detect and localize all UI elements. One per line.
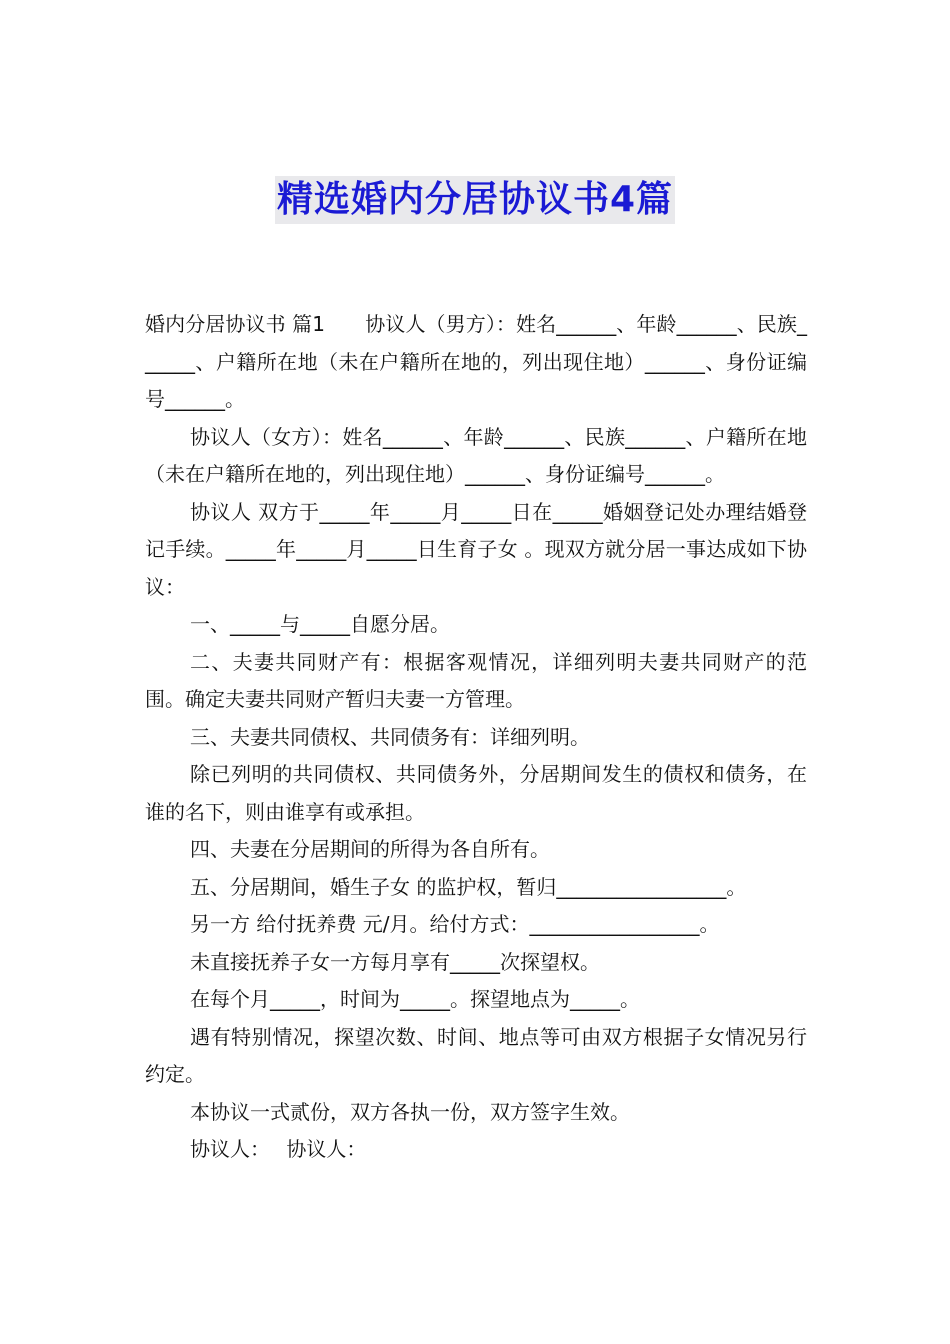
title-container	[0, 176, 950, 224]
paragraph-debt-note: 除已列明的共同债权、共同债务外，分居期间发生的债权和债务，在谁的名下，则由谁享有或承担。	[145, 762, 807, 824]
document-title: 精选婚内分居协议书4篇	[275, 176, 675, 224]
paragraph-clause-1: 一、_____与_____自愿分居。	[190, 612, 450, 636]
paragraph-female-party: 协议人（女方）：姓名______、年龄______、民族______、户籍所在地（未在户籍所在地的，列出现住地）______、身份证编号______。	[145, 424, 807, 486]
paragraph-special-cases: 遇有特别情况，探望次数、时间、地点等可由双方根据子女情况另行约定。	[145, 1024, 807, 1086]
paragraph-clause-4: 四、夫妻在分居期间的所得为各自所有。	[190, 837, 550, 861]
paragraph-visitation-count: 未直接抚养子女一方每月享有_____次探望权。	[190, 949, 600, 974]
paragraph-support-payment: 另一方 给付抚养费 元/月。给付方式：_________________。	[190, 912, 720, 936]
paragraph-copies: 本协议一式贰份，双方各执一份，双方签字生效。	[190, 1099, 630, 1124]
paragraph-visitation-time: 在每个月_____，时间为_____。探望地点为_____。	[190, 987, 640, 1011]
paragraph-clause-5: 五、分居期间，婚生子女 的监护权，暂归_________________。	[190, 874, 747, 899]
paragraph-signatures: 协议人： 协议人：	[190, 1137, 367, 1161]
paragraph-clause-2: 二、夫妻共同财产有：根据客观情况，详细列明夫妻共同财产的范围。确定夫妻共同财产暂归夫妻一方管理。	[145, 649, 807, 711]
document-body	[145, 306, 807, 1169]
paragraph-marriage-registration: 协议人 双方于_____年_____月_____日在_____婚姻登记处办理结婚登记手续。_____年_____月_____日生育子女 。现双方就分居一事达成如下协议：	[145, 499, 807, 599]
paragraph-clause-3: 三、夫妻共同债权、共同债务有：详细列明。	[190, 724, 590, 749]
paragraph-intro-male-party: 婚内分居协议书 篇1 协议人（男方）：姓名______、年龄______、民族______、户籍所在地（未在户籍所在地的，列出现住地）______、身份证编号______。	[145, 312, 807, 411]
